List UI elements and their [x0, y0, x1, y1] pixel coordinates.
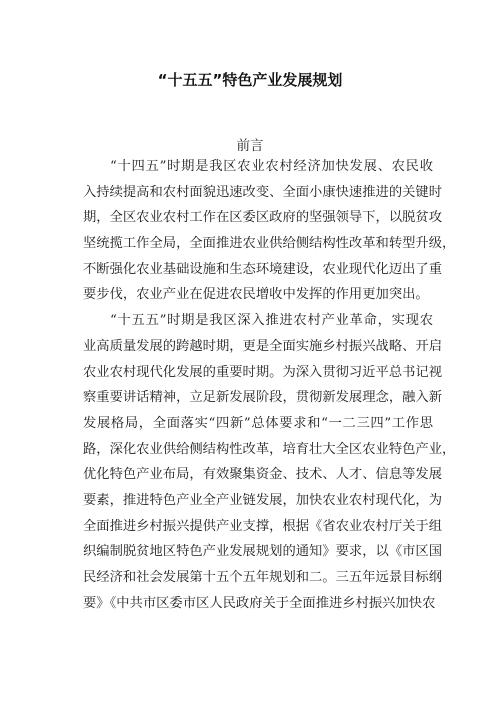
section-heading: 前言 [236, 138, 264, 154]
body-text [83, 154, 456, 616]
text-line: 不断强化农业基础设施和生态环境建设，农业现代化迈出了重 [83, 261, 443, 277]
text-line: 发展格局，全面落实“四新”总体要求和“一二三四”工作思 [83, 415, 433, 431]
text-line: 优化特色产业布局，有效聚集资金、技术、人才、信息等发展 [83, 467, 443, 483]
text-line: “十四五”时期是我区农业农村经济加快发展、农民收 [110, 159, 433, 174]
text-line: 要步伐，农业产业在促进农民增收中发挥的作用更加突出。 [83, 287, 429, 303]
text-line: 农业农村现代化发展的重要时期。为深入贯彻习近平总书记视 [83, 364, 443, 380]
text-line: 要》《中共市区委市区人民政府关于全面推进乡村振兴加快农 [83, 595, 436, 611]
text-line: 坚统揽工作全局，全面推进农业供给侧结构性改革和转型升级， [83, 236, 456, 252]
paragraph-1 [83, 154, 456, 308]
text-line: “十五五”时期是我区深入推进农村产业革命，实现农 [110, 313, 433, 329]
text-line: 要素，推进特色产业全产业链发展，加快农业农村现代化，为 [83, 492, 443, 508]
document-title: “十五五”特色产业发展规划 [157, 71, 343, 89]
text-line: 业高质量发展的跨越时期，更是全面实施乡村振兴战略、开启 [83, 338, 443, 354]
text-line: 入持续提高和农村面貌迅速改变、全面小康快速推进的关键时 [83, 184, 443, 200]
text-line: 织编制脱贫地区特色产业发展规划的通知》要求，以《市区国 [83, 544, 443, 560]
text-line: 路，深化农业供给侧结构性改革，培育壮大全区农业特色产业， [83, 441, 456, 457]
text-line: 察重要讲话精神，立足新发展阶段，贯彻新发展理念，融入新 [83, 390, 443, 406]
text-line: 全面推进乡村振兴提供产业支撑，根据《省农业农村厅关于组 [83, 518, 443, 534]
text-line: 期，全区农业农村工作在区委区政府的坚强领导下，以脱贫攻 [83, 210, 443, 226]
text-line: 民经济和社会发展第十五个五年规划和二。三五年远景目标纲 [83, 570, 443, 585]
paragraph-2 [83, 308, 456, 616]
